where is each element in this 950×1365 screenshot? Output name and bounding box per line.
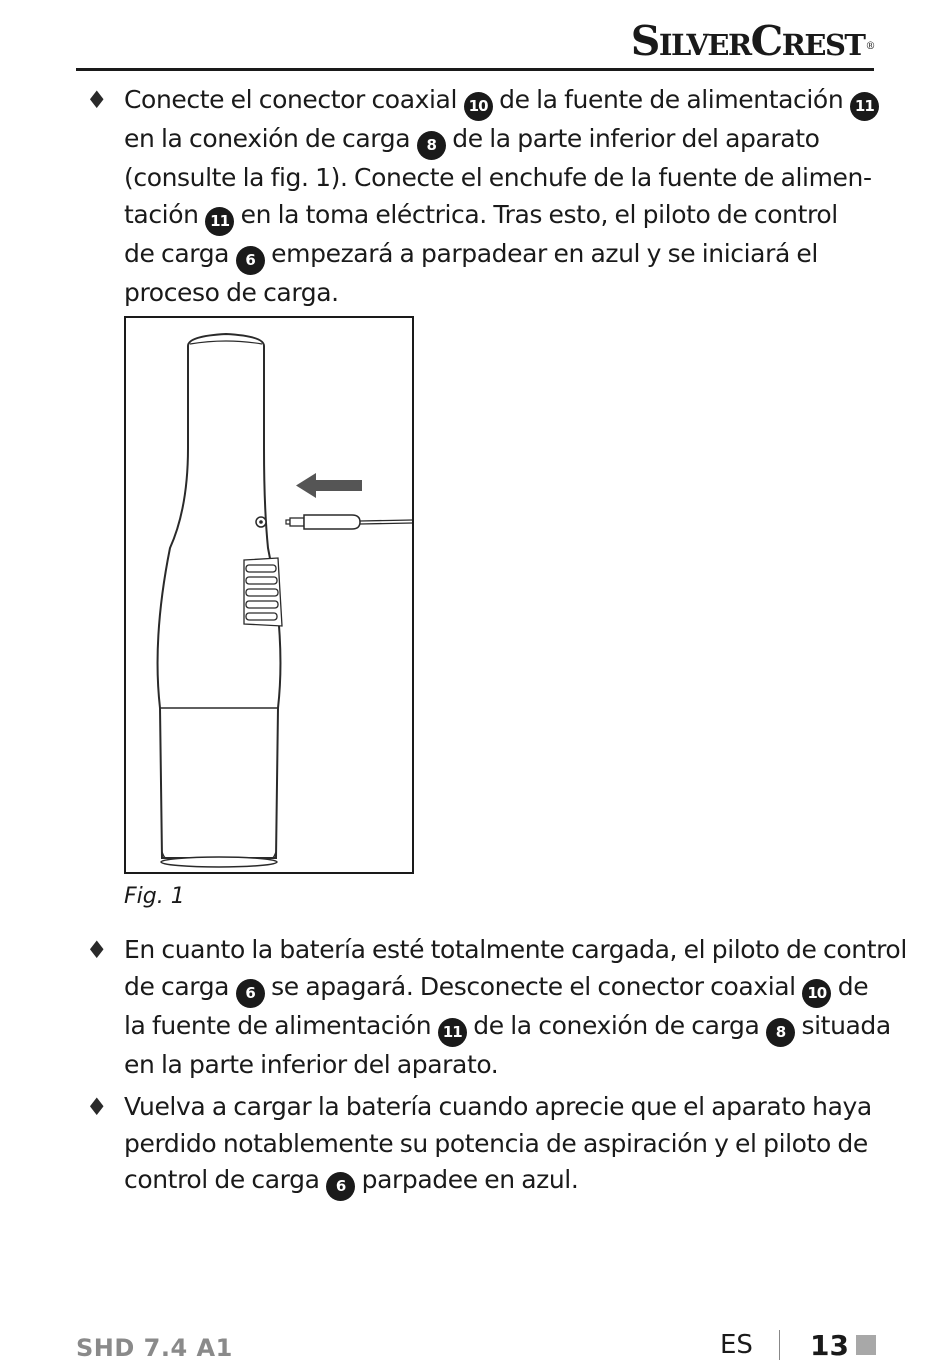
text-segment: tación bbox=[124, 199, 206, 229]
text-segment: de la fuente de alimentación bbox=[492, 85, 850, 114]
reference-number-badge: 11 bbox=[850, 92, 879, 121]
reference-number-badge: 11 bbox=[438, 1018, 467, 1047]
instruction-text-3 bbox=[124, 1089, 876, 1201]
page-number: 13 bbox=[810, 1329, 849, 1362]
text-segment: de carga bbox=[124, 238, 236, 268]
vent-grille bbox=[244, 558, 282, 626]
instruction-text-1 bbox=[124, 82, 876, 311]
text-line bbox=[124, 1008, 891, 1047]
figure-1 bbox=[124, 316, 414, 874]
footer-divider bbox=[779, 1330, 780, 1360]
text-segment: en la toma eléctrica. Tras esto, el piloto de control bbox=[234, 199, 838, 229]
text-segment: En cuanto la batería esté totalmente cargada, el piloto de control bbox=[124, 935, 907, 964]
reference-number-badge: 10 bbox=[802, 979, 831, 1008]
text-line bbox=[124, 197, 876, 236]
text-line bbox=[124, 236, 876, 275]
text-segment: Conecte el conector coaxial bbox=[124, 85, 464, 114]
device-base bbox=[161, 857, 277, 867]
text-line bbox=[124, 1089, 876, 1126]
bullet-icon: ♦ bbox=[86, 86, 108, 114]
text-segment: situada bbox=[794, 1010, 891, 1040]
instruction-text-2 bbox=[124, 932, 907, 1083]
text-segment: de la conexión de carga bbox=[466, 1010, 766, 1040]
bullet-icon: ♦ bbox=[86, 936, 108, 964]
text-segment: control de carga bbox=[124, 1165, 327, 1195]
text-segment: se apagará. Desconecte el conector coaxial bbox=[264, 971, 803, 1001]
reference-number-badge: 8 bbox=[766, 1018, 795, 1047]
reference-number-badge: 6 bbox=[236, 246, 265, 275]
text-line bbox=[124, 121, 876, 160]
text-line bbox=[124, 1162, 876, 1201]
text-segment: en la conexión de carga bbox=[124, 124, 417, 153]
text-segment: de la parte inferior del aparato bbox=[445, 124, 820, 153]
text-segment: perdido notablemente su potencia de aspiración y el piloto de bbox=[124, 1128, 868, 1158]
reference-number-badge: 11 bbox=[205, 207, 234, 236]
reference-number-badge: 6 bbox=[326, 1172, 355, 1201]
header-rule bbox=[76, 68, 874, 71]
text-segment: proceso de carga. bbox=[124, 277, 339, 307]
text-line bbox=[124, 82, 876, 121]
device-illustration bbox=[126, 318, 412, 872]
insert-arrow-icon bbox=[296, 473, 362, 498]
reference-number-badge: 8 bbox=[417, 131, 446, 160]
text-line bbox=[124, 969, 876, 1008]
text-line bbox=[124, 932, 907, 969]
text-segment: empezará a parpadear en azul y se iniciará el bbox=[264, 238, 818, 268]
bullet-icon: ♦ bbox=[86, 1093, 108, 1121]
coaxial-plug-icon bbox=[286, 515, 412, 529]
reference-number-badge: 10 bbox=[464, 92, 493, 121]
language-code: ES bbox=[720, 1330, 753, 1360]
text-line bbox=[124, 1047, 876, 1084]
text-segment: de bbox=[831, 971, 869, 1001]
brand-logo bbox=[631, 16, 874, 66]
text-segment: (consulte la fig. 1). Conecte el enchufe de la fuente de alimen- bbox=[124, 163, 872, 192]
text-segment: parpadee en azul. bbox=[355, 1165, 579, 1195]
text-segment: en la parte inferior del aparato. bbox=[124, 1049, 499, 1079]
text-segment: Vuelva a cargar la batería cuando aprecie que el aparato haya bbox=[124, 1092, 872, 1121]
brand-name: SilverCrest bbox=[630, 17, 865, 65]
registered-mark: ® bbox=[865, 41, 874, 52]
text-line bbox=[124, 160, 876, 197]
text-segment: de carga bbox=[124, 971, 236, 1001]
reference-number-badge: 6 bbox=[236, 979, 265, 1008]
text-line bbox=[124, 1126, 876, 1163]
text-segment: la fuente de alimentación bbox=[124, 1010, 438, 1040]
page-marker-square bbox=[856, 1335, 876, 1355]
model-number: SHD 7.4 A1 bbox=[76, 1334, 233, 1362]
text-line bbox=[124, 275, 876, 312]
figure-caption: Fig. 1 bbox=[124, 884, 185, 909]
